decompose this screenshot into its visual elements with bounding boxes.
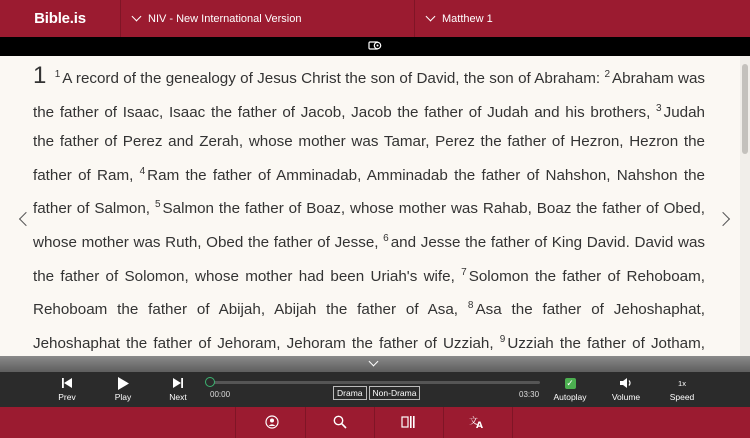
play-button[interactable] <box>103 376 143 402</box>
verse-text[interactable]: Salmon the father of Boaz, whose mother was Rahab, Boaz the father of Obed, whose mother was Ruth, Obed the father of Jesse, <box>33 200 705 251</box>
scroll-thumb[interactable] <box>742 64 748 154</box>
verse-number: 9 <box>499 333 506 345</box>
next-button[interactable] <box>158 376 198 402</box>
divider <box>235 407 236 438</box>
drama-toggle <box>333 386 420 400</box>
verse-number: 1 <box>54 69 61 80</box>
play-icon <box>103 376 143 390</box>
top-header <box>0 0 750 37</box>
divider <box>443 407 444 438</box>
verse-number: 7 <box>461 266 467 278</box>
verse-text[interactable]: Judah the father of Perez and Zerah, whose mother was Tamar, Perez the father of Hezron, Hezron the father of Ram, <box>33 103 705 184</box>
audio-video-toggle-icon[interactable] <box>368 38 382 56</box>
profile-icon[interactable] <box>264 414 280 430</box>
chapter-text <box>33 60 705 388</box>
verse-text[interactable]: Solomon the father of Rehoboam, Rehoboam the father of Abijah, Abijah the father of Asa, <box>33 267 705 319</box>
chevron-down-icon <box>369 357 379 367</box>
volume-icon <box>606 376 646 390</box>
search-icon[interactable] <box>332 414 348 430</box>
chevron-down-icon <box>132 12 142 22</box>
svg-text:A: A <box>476 421 483 431</box>
audio-player <box>0 372 750 407</box>
verse-text[interactable]: Asa the father of Jehoshaphat, Jehoshaphat the father of Jehoram, Jehoram the father of Uzziah, <box>33 301 705 352</box>
checkmark-icon: ✓ <box>566 377 574 388</box>
volume-button[interactable] <box>606 376 646 402</box>
elapsed-time: 00:00 <box>210 390 231 399</box>
next-chapter-arrow-icon[interactable] <box>716 212 730 226</box>
divider <box>374 407 375 438</box>
verse-number: 4 <box>139 165 146 177</box>
chapter-selector[interactable] <box>414 0 750 37</box>
progress-knob[interactable] <box>205 377 215 387</box>
skip-forward-icon <box>158 376 198 390</box>
verse-text[interactable]: A record of the genealogy of Jesus Christ the son of David, the son of Abraham: <box>62 70 601 87</box>
version-label: NIV - New International Version <box>148 12 302 25</box>
bottom-nav <box>0 407 750 438</box>
verse-number: 8 <box>467 300 474 312</box>
divider <box>305 407 306 438</box>
app-logo[interactable] <box>0 0 120 37</box>
speed-label: Speed <box>669 392 695 402</box>
translate-icon[interactable] <box>469 414 485 430</box>
progress-track[interactable] <box>210 381 540 384</box>
logo-text: Bible.is <box>34 10 86 27</box>
prev-button[interactable] <box>47 376 87 402</box>
verse-text[interactable]: Abraham was the father of Isaac, Isaac the father of Jacob, Jacob the father of Judah and his brothers, <box>33 70 705 121</box>
skip-back-icon <box>47 376 87 390</box>
version-selector[interactable] <box>120 0 414 37</box>
volume-label: Volume <box>611 392 641 402</box>
verse-number: 2 <box>604 69 611 80</box>
play-label: Play <box>114 392 132 402</box>
previous-chapter-arrow-icon[interactable] <box>19 212 33 226</box>
media-toolbar <box>0 37 750 56</box>
reading-pane[interactable] <box>0 56 750 356</box>
verse-text[interactable]: Ram the father of Amminadab, Amminadab the father of Nahshon, Nahshon the father of Salmon, <box>33 166 705 218</box>
verse-number: 3 <box>656 102 662 114</box>
drama-button[interactable]: Drama <box>333 386 367 400</box>
verse-number: 6 <box>383 232 389 244</box>
divider <box>512 407 513 438</box>
verse-text[interactable]: Uzziah the father of Jotham, <box>507 334 705 352</box>
next-label: Next <box>169 392 187 402</box>
chapter-number: 1 <box>33 62 47 89</box>
svg-text:文: 文 <box>469 417 479 427</box>
speed-button[interactable] <box>662 376 702 402</box>
autoplay-label: Autoplay <box>553 392 587 402</box>
verse-text[interactable]: and Jesse the father of King David. David was the father of Solomon, whose mother had been Uriah's wife, <box>33 233 705 285</box>
player-collapse-toggle[interactable] <box>0 356 750 372</box>
verse-number: 5 <box>154 199 161 211</box>
total-time: 03:30 <box>519 390 540 399</box>
speed-value: 1x <box>678 378 686 388</box>
chevron-down-icon <box>426 12 436 22</box>
scrollbar[interactable] <box>740 56 750 356</box>
chapter-label: Matthew 1 <box>442 12 493 25</box>
autoplay-toggle[interactable] <box>550 376 590 402</box>
non-drama-button[interactable]: Non-Drama <box>369 386 421 400</box>
bookmarks-icon[interactable] <box>401 414 417 430</box>
prev-label: Prev <box>58 392 76 402</box>
